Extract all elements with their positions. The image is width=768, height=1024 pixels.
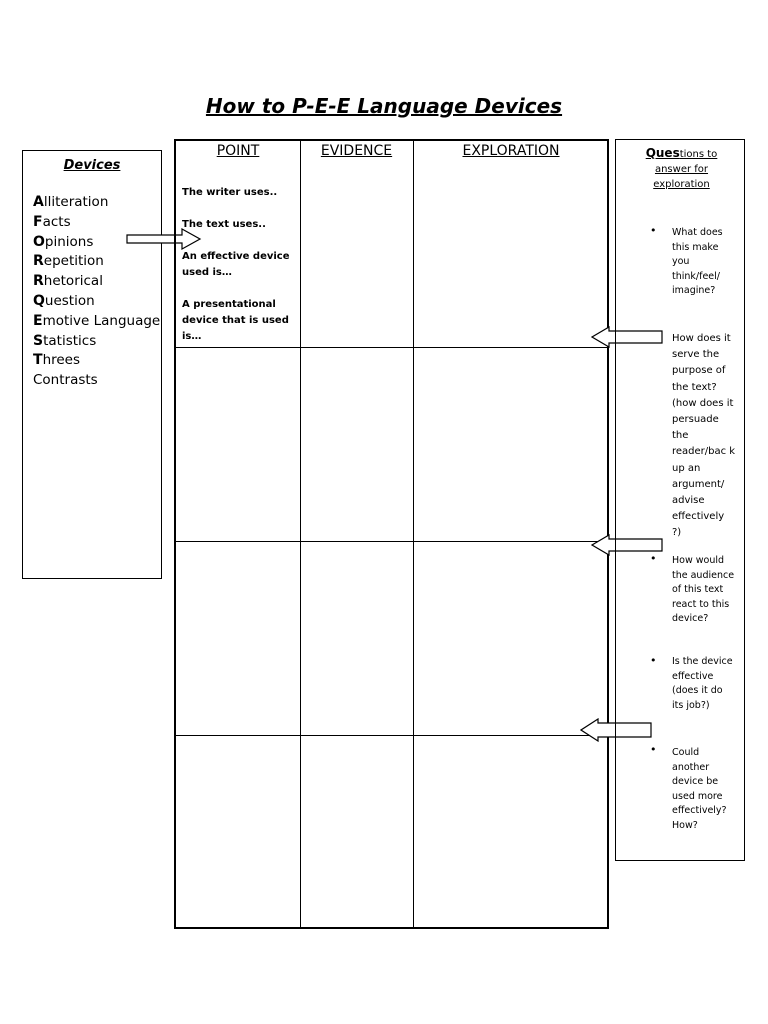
devices-box — [22, 150, 162, 579]
questions-box — [615, 139, 745, 861]
question-item: What does this make you think/feel/ imagine? — [672, 227, 723, 296]
devices-heading: Devices — [63, 158, 121, 173]
device-item: Repetition — [33, 253, 104, 270]
header-exploration: EXPLORATION — [462, 143, 560, 159]
header-point: POINT — [216, 143, 260, 159]
column-divider — [300, 141, 301, 927]
point-prompt: An effective device used is… — [182, 251, 290, 278]
device-item: Contrasts — [33, 372, 98, 389]
row-divider — [176, 735, 607, 736]
device-item: Alliteration — [33, 194, 109, 210]
bullet: • — [650, 552, 657, 565]
pee-table — [174, 139, 609, 929]
devices-list — [33, 193, 161, 391]
column-divider — [413, 141, 414, 927]
device-item: Question — [33, 292, 95, 309]
question-item: How would the audience of this text react to this device? — [672, 555, 735, 624]
row-divider — [176, 541, 607, 542]
point-prompt: A presentational device that is used is… — [182, 299, 289, 342]
bullet: • — [650, 743, 657, 756]
page-title: How to P-E-E Language Devices — [205, 94, 563, 118]
bullet: • — [650, 224, 657, 237]
point-prompts — [182, 185, 298, 361]
device-item: Statistics — [33, 332, 97, 349]
device-item: Threes — [33, 352, 81, 369]
question-item: Is the device effective (does it do its job?) — [672, 656, 733, 711]
device-item: Facts — [33, 213, 71, 230]
point-prompt: The text uses.. — [182, 219, 266, 230]
header-evidence: EVIDENCE — [320, 143, 393, 159]
questions-heading: Questions to answer for exploration — [645, 146, 718, 190]
device-item: Rhetorical — [33, 273, 103, 290]
device-item: Opinions — [33, 233, 94, 250]
question-item: How does it serve the purpose of the text? (how does it persuade the reader/bac k up an argument/ advise effectively ?) — [672, 333, 736, 539]
device-item: Emotive Language — [33, 312, 161, 329]
point-prompt: The writer uses.. — [182, 187, 278, 198]
question-item: Could another device be used more effectively? How? — [672, 747, 727, 831]
bullet: • — [650, 654, 657, 667]
